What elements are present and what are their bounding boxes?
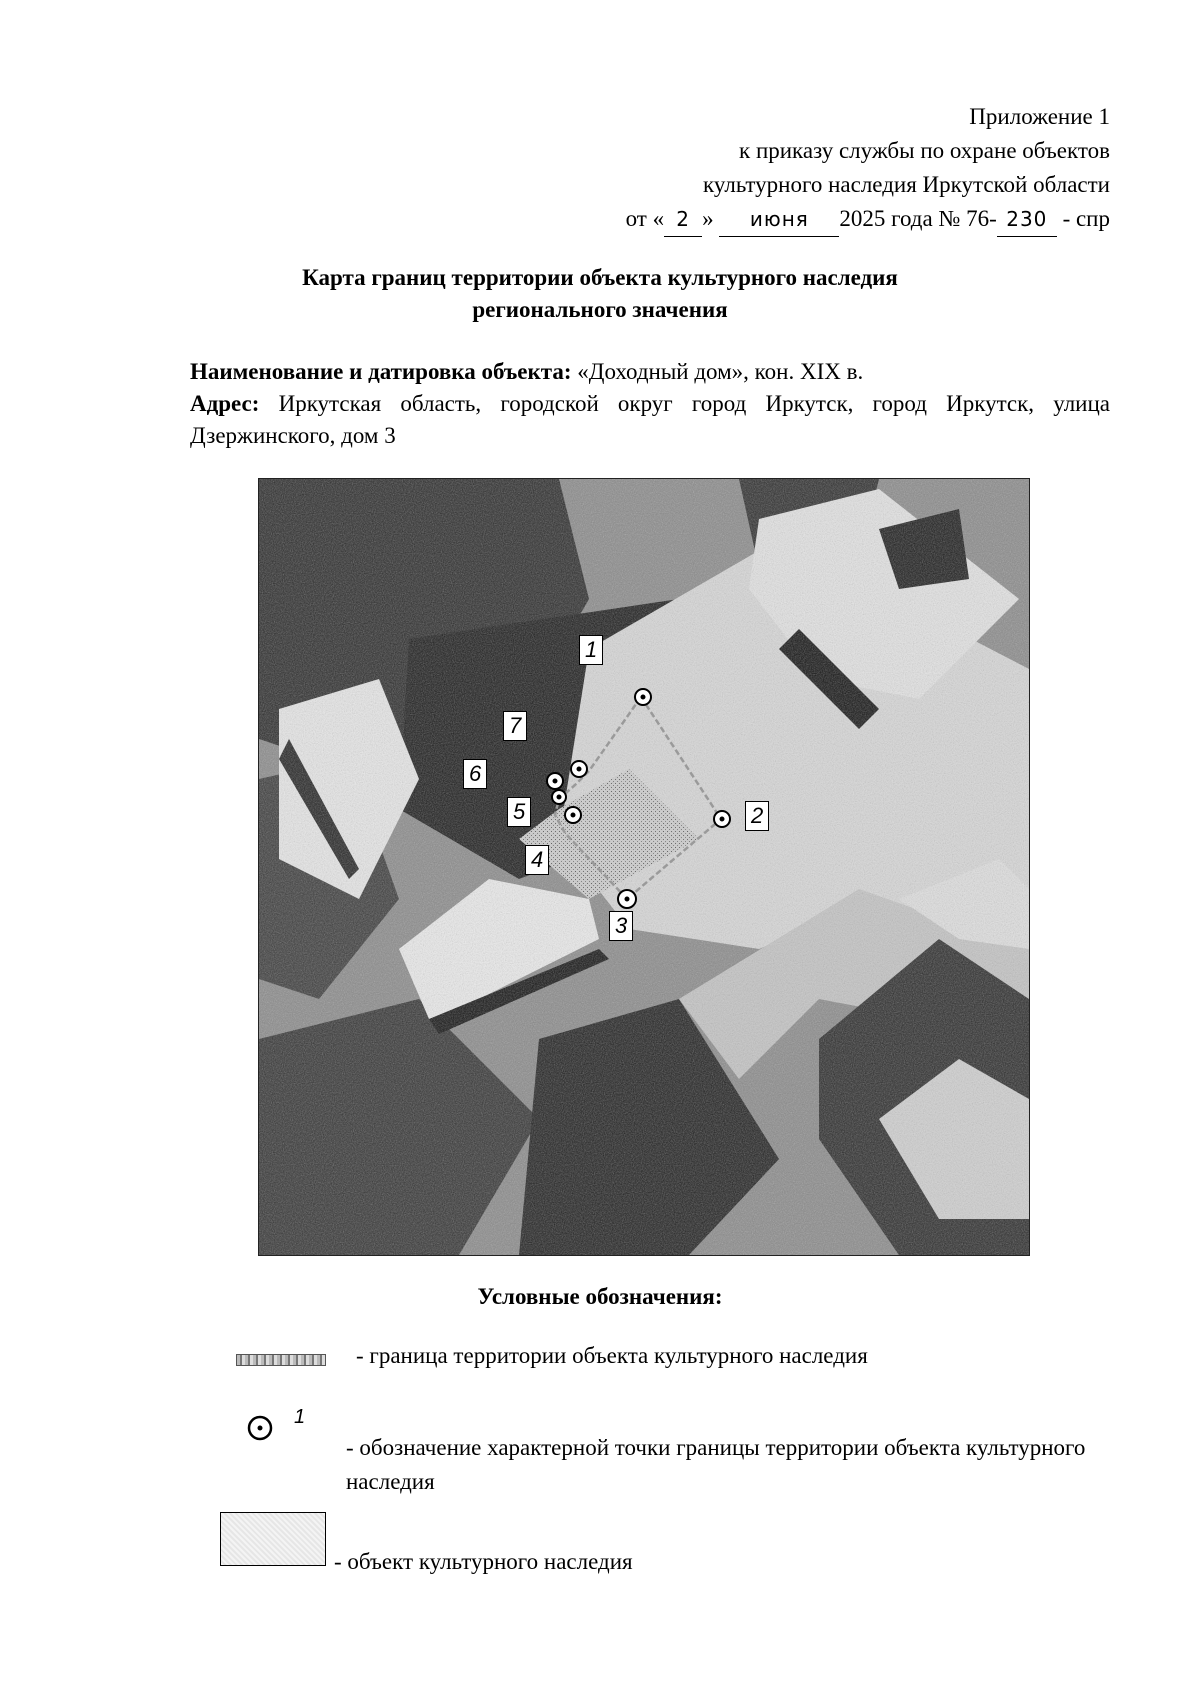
map-point-label-5: 5: [507, 797, 531, 827]
map-point-label-3: 3: [609, 911, 633, 941]
map-point-label-7: 7: [503, 711, 527, 741]
order-mid: »: [702, 206, 714, 231]
title-line-1: Карта границ территории объекта культурного наследия: [302, 265, 898, 290]
object-address-line: [190, 388, 1110, 452]
map-point-label-1: 1: [579, 635, 603, 665]
aerial-map: [258, 478, 1030, 1256]
object-info: [190, 356, 1110, 452]
legend-point-text: - обозначение характерной точки границы территории объекта культурного наследия: [346, 1435, 1086, 1494]
document-title: [0, 262, 1200, 326]
object-name-label: Наименование и датировка объекта:: [190, 359, 572, 384]
map-point-label-6: 6: [463, 759, 487, 789]
appendix-header: [626, 100, 1110, 237]
aerial-photo: [259, 479, 1029, 1255]
header-line-1: Приложение 1: [969, 104, 1110, 129]
map-point-label-2: 2: [745, 801, 769, 831]
order-suffix: - спр: [1056, 206, 1110, 231]
title-line-2: регионального значения: [472, 297, 728, 322]
object-name-value: «Доходный дом», кон. XIX в.: [577, 359, 864, 384]
header-line-3: культурного наследия Иркутской области: [703, 172, 1110, 197]
order-year-text: 2025 года № 76-: [839, 206, 997, 231]
object-name-line: [190, 356, 1110, 388]
order-prefix: от «: [625, 206, 665, 231]
legend-object-text: - объект культурного наследия: [334, 1549, 633, 1574]
object-address-label: Адрес:: [190, 391, 260, 416]
header-line-2: к приказу службы по охране объектов: [739, 138, 1110, 163]
legend-title: Условные обозначения:: [477, 1284, 723, 1309]
object-address-value: Иркутская область, городской округ город Иркутск, город Иркутск, улица Дзержинского, дом 3: [190, 391, 1110, 448]
legend-object-swatch: [220, 1512, 326, 1566]
order-number: 230: [997, 202, 1057, 237]
map-point-label-4: 4: [525, 845, 549, 875]
legend-boundary-text: - граница территории объекта культурного наследия: [356, 1343, 868, 1368]
order-day: 2: [664, 202, 702, 237]
legend-boundary-swatch: [236, 1354, 326, 1366]
point-symbol-icon: [246, 1414, 274, 1442]
legend-point-sample: 1: [294, 1406, 306, 1428]
order-month: июня: [719, 202, 839, 237]
order-line: [626, 202, 1110, 237]
